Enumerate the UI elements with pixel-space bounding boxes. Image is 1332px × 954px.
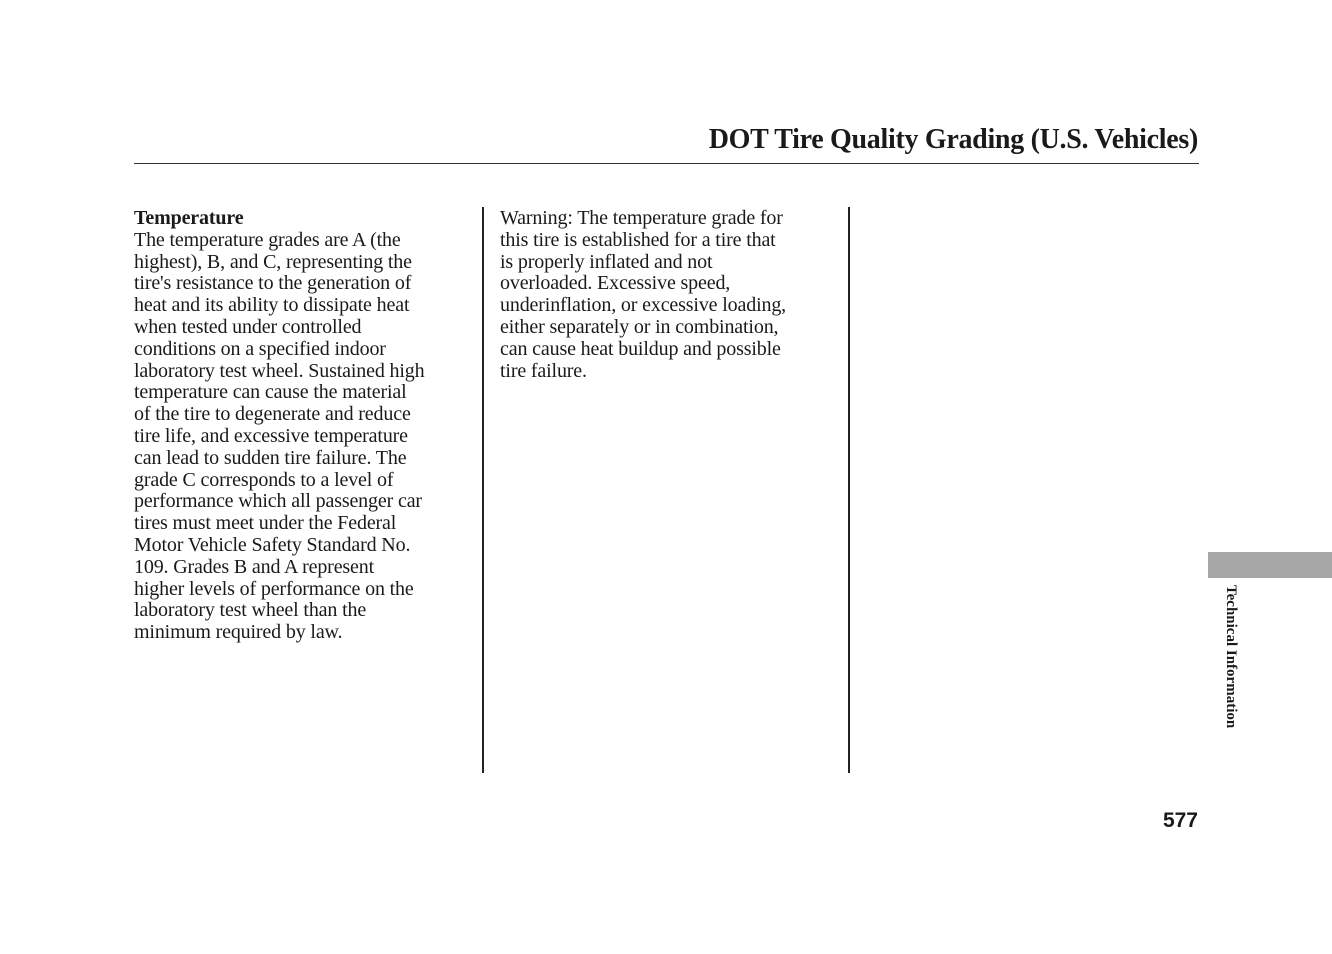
body-line: of the tire to degenerate and reduce	[134, 403, 411, 426]
page-title: DOT Tire Quality Grading (U.S. Vehicles)	[708, 124, 1198, 155]
page-number: 577	[1162, 809, 1198, 832]
warning-line: Warning: The temperature grade for	[500, 207, 783, 229]
warning-line: can cause heat buildup and possible	[500, 337, 781, 360]
body-line: higher levels of performance on the	[134, 577, 414, 600]
body-line: conditions on a specified indoor	[134, 337, 386, 360]
body-line: when tested under controlled	[134, 315, 362, 338]
body-line: grade C corresponds to a level of	[134, 468, 394, 491]
warning-line: overloaded. Excessive speed,	[500, 272, 731, 295]
warning-line: this tire is established for a tire that	[500, 228, 776, 251]
body-line: minimum required by law.	[134, 621, 343, 644]
title-divider	[134, 163, 1199, 164]
left-column	[134, 208, 474, 644]
body-line: 109. Grades B and A represent	[134, 555, 375, 578]
section-thumb-tab	[1208, 552, 1332, 578]
body-line: laboratory test wheel. Sustained high	[134, 359, 425, 382]
warning-line: underinflation, or excessive loading,	[500, 294, 787, 317]
warning-line: tire failure.	[500, 359, 587, 382]
body-line: laboratory test wheel than the	[134, 599, 367, 622]
section-side-label: Technical Information	[1223, 585, 1239, 729]
body-line: tire life, and excessive temperature	[134, 424, 408, 447]
body-line: highest), B, and C, representing the	[134, 250, 412, 273]
body-line: The temperature grades are A (the	[134, 228, 401, 251]
warning-line: either separately or in combination,	[500, 315, 779, 338]
body-line: Motor Vehicle Safety Standard No.	[134, 533, 411, 556]
body-line: tire's resistance to the generation of	[134, 272, 412, 295]
body-line: performance which all passenger car	[134, 490, 422, 513]
column-divider-right	[848, 207, 850, 773]
warning-line: is properly inflated and not	[500, 250, 713, 273]
section-heading-temperature: Temperature	[134, 207, 244, 229]
body-line: temperature can cause the material	[134, 381, 407, 404]
body-line: can lead to sudden tire failure. The	[134, 446, 407, 469]
body-line: tires must meet under the Federal	[134, 512, 397, 535]
body-line: heat and its ability to dissipate heat	[134, 294, 410, 317]
middle-column	[500, 208, 840, 382]
column-divider-left	[482, 207, 484, 773]
